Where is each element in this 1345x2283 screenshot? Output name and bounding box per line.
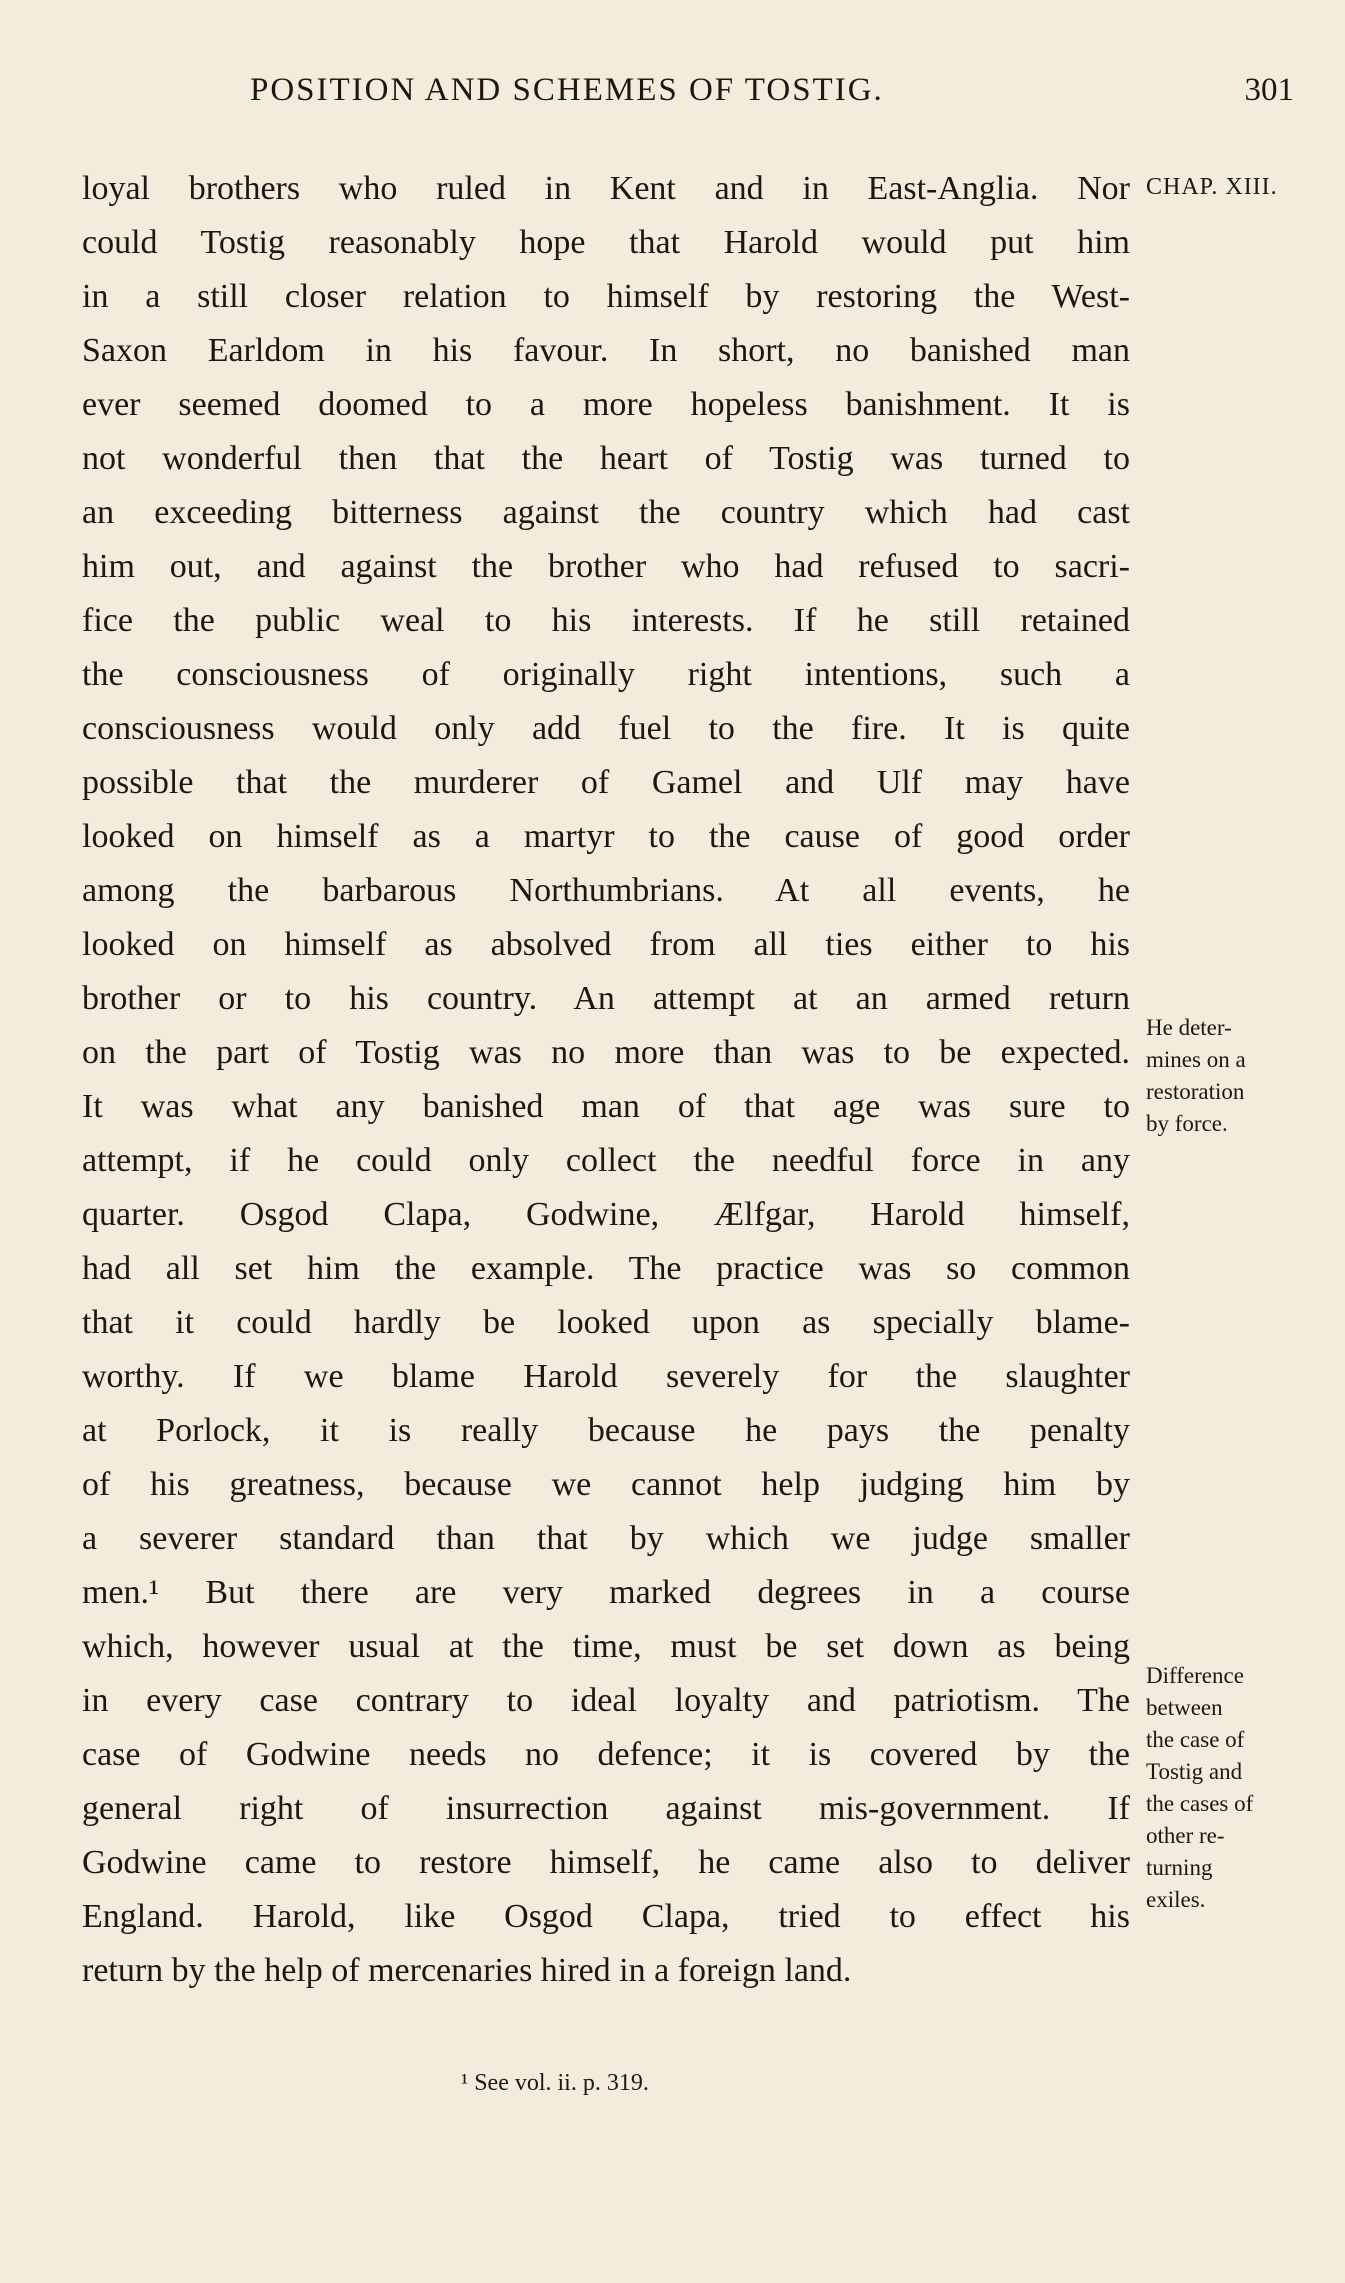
margin-note-line: the cases of — [1146, 1791, 1254, 1816]
text-line: Saxon Earldom in his favour. In short, no banished man — [82, 332, 1130, 369]
text-line: the consciousness of originally right intentions, such a — [82, 656, 1130, 693]
margin-note-line: He deter- — [1146, 1015, 1232, 1040]
text-line: an exceeding bitterness against the country which had cast — [82, 494, 1130, 531]
text-line: loyal brothers who ruled in Kent and in East-Anglia. Nor — [82, 170, 1130, 207]
text-line: Godwine came to restore himself, he came also to deliver — [82, 1844, 1130, 1881]
text-line: quarter. Osgod Clapa, Godwine, Ælfgar, Harold himself, — [82, 1196, 1130, 1233]
text-line: ever seemed doomed to a more hopeless banishment. It is — [82, 386, 1130, 423]
text-line: case of Godwine needs no defence; it is covered by the — [82, 1736, 1130, 1773]
text-line: attempt, if he could only collect the needful force in any — [82, 1142, 1130, 1179]
text-line: general right of insurrection against mis-government. If — [82, 1790, 1130, 1827]
text-line: fice the public weal to his interests. If he still retained — [82, 602, 1130, 639]
page-number: 301 — [1244, 72, 1294, 108]
text-line: worthy. If we blame Harold severely for the slaughter — [82, 1358, 1130, 1395]
running-title: POSITION AND SCHEMES OF TOSTIG. — [250, 72, 884, 108]
text-line: return by the help of mercenaries hired in a foreign land. — [82, 1952, 852, 1989]
text-line: men.¹ But there are very marked degrees in a course — [82, 1574, 1130, 1611]
margin-note-line: other re- — [1146, 1823, 1225, 1848]
text-line: in every case contrary to ideal loyalty and patriotism. The — [82, 1682, 1130, 1719]
text-line: brother or to his country. An attempt at an armed return — [82, 980, 1130, 1017]
text-line: of his greatness, because we cannot help judging him by — [82, 1466, 1130, 1503]
text-line: at Porlock, it is really because he pays the penalty — [82, 1412, 1130, 1449]
text-line: which, however usual at the time, must be set down as being — [82, 1628, 1130, 1665]
margin-note-line: the case of — [1146, 1727, 1245, 1752]
footnote: ¹ See vol. ii. p. 319. — [461, 2070, 649, 2096]
text-line: could Tostig reasonably hope that Harold would put him — [82, 224, 1130, 261]
margin-note-line: Difference — [1146, 1663, 1244, 1688]
margin-note-line: restoration — [1146, 1079, 1245, 1104]
text-line: had all set him the example. The practice was so common — [82, 1250, 1130, 1287]
text-line: It was what any banished man of that age was sure to — [82, 1088, 1130, 1125]
margin-note-line: Tostig and — [1146, 1759, 1243, 1784]
margin-note-line: by force. — [1146, 1111, 1228, 1136]
text-line: a severer standard than that by which we judge smaller — [82, 1520, 1130, 1557]
margin-note-line: mines on a — [1146, 1047, 1246, 1072]
text-line: that it could hardly be looked upon as specially blame- — [82, 1304, 1130, 1341]
text-line: consciousness would only add fuel to the fire. It is quite — [82, 710, 1130, 747]
margin-note-line: exiles. — [1146, 1887, 1206, 1912]
text-line: looked on himself as a martyr to the cause of good order — [82, 818, 1130, 855]
margin-note-line: turning — [1146, 1855, 1213, 1880]
text-line: possible that the murderer of Gamel and Ulf may have — [82, 764, 1130, 801]
margin-note-line: between — [1146, 1695, 1223, 1720]
text-line: on the part of Tostig was no more than was to be expected. — [82, 1034, 1130, 1071]
text-line: not wonderful then that the heart of Tostig was turned to — [82, 440, 1130, 477]
margin-note-difference — [1146, 1660, 1306, 1916]
text-line: him out, and against the brother who had refused to sacri- — [82, 548, 1130, 585]
margin-note-restoration — [1146, 1012, 1306, 1140]
text-line: among the barbarous Northumbrians. At all events, he — [82, 872, 1130, 909]
text-line: in a still closer relation to himself by restoring the West- — [82, 278, 1130, 315]
body-text — [82, 162, 1130, 1998]
text-line: looked on himself as absolved from all ties either to his — [82, 926, 1130, 963]
chapter-label: CHAP. XIII. — [1146, 174, 1278, 200]
text-line: England. Harold, like Osgod Clapa, tried to effect his — [82, 1898, 1130, 1935]
running-header — [82, 72, 1294, 122]
